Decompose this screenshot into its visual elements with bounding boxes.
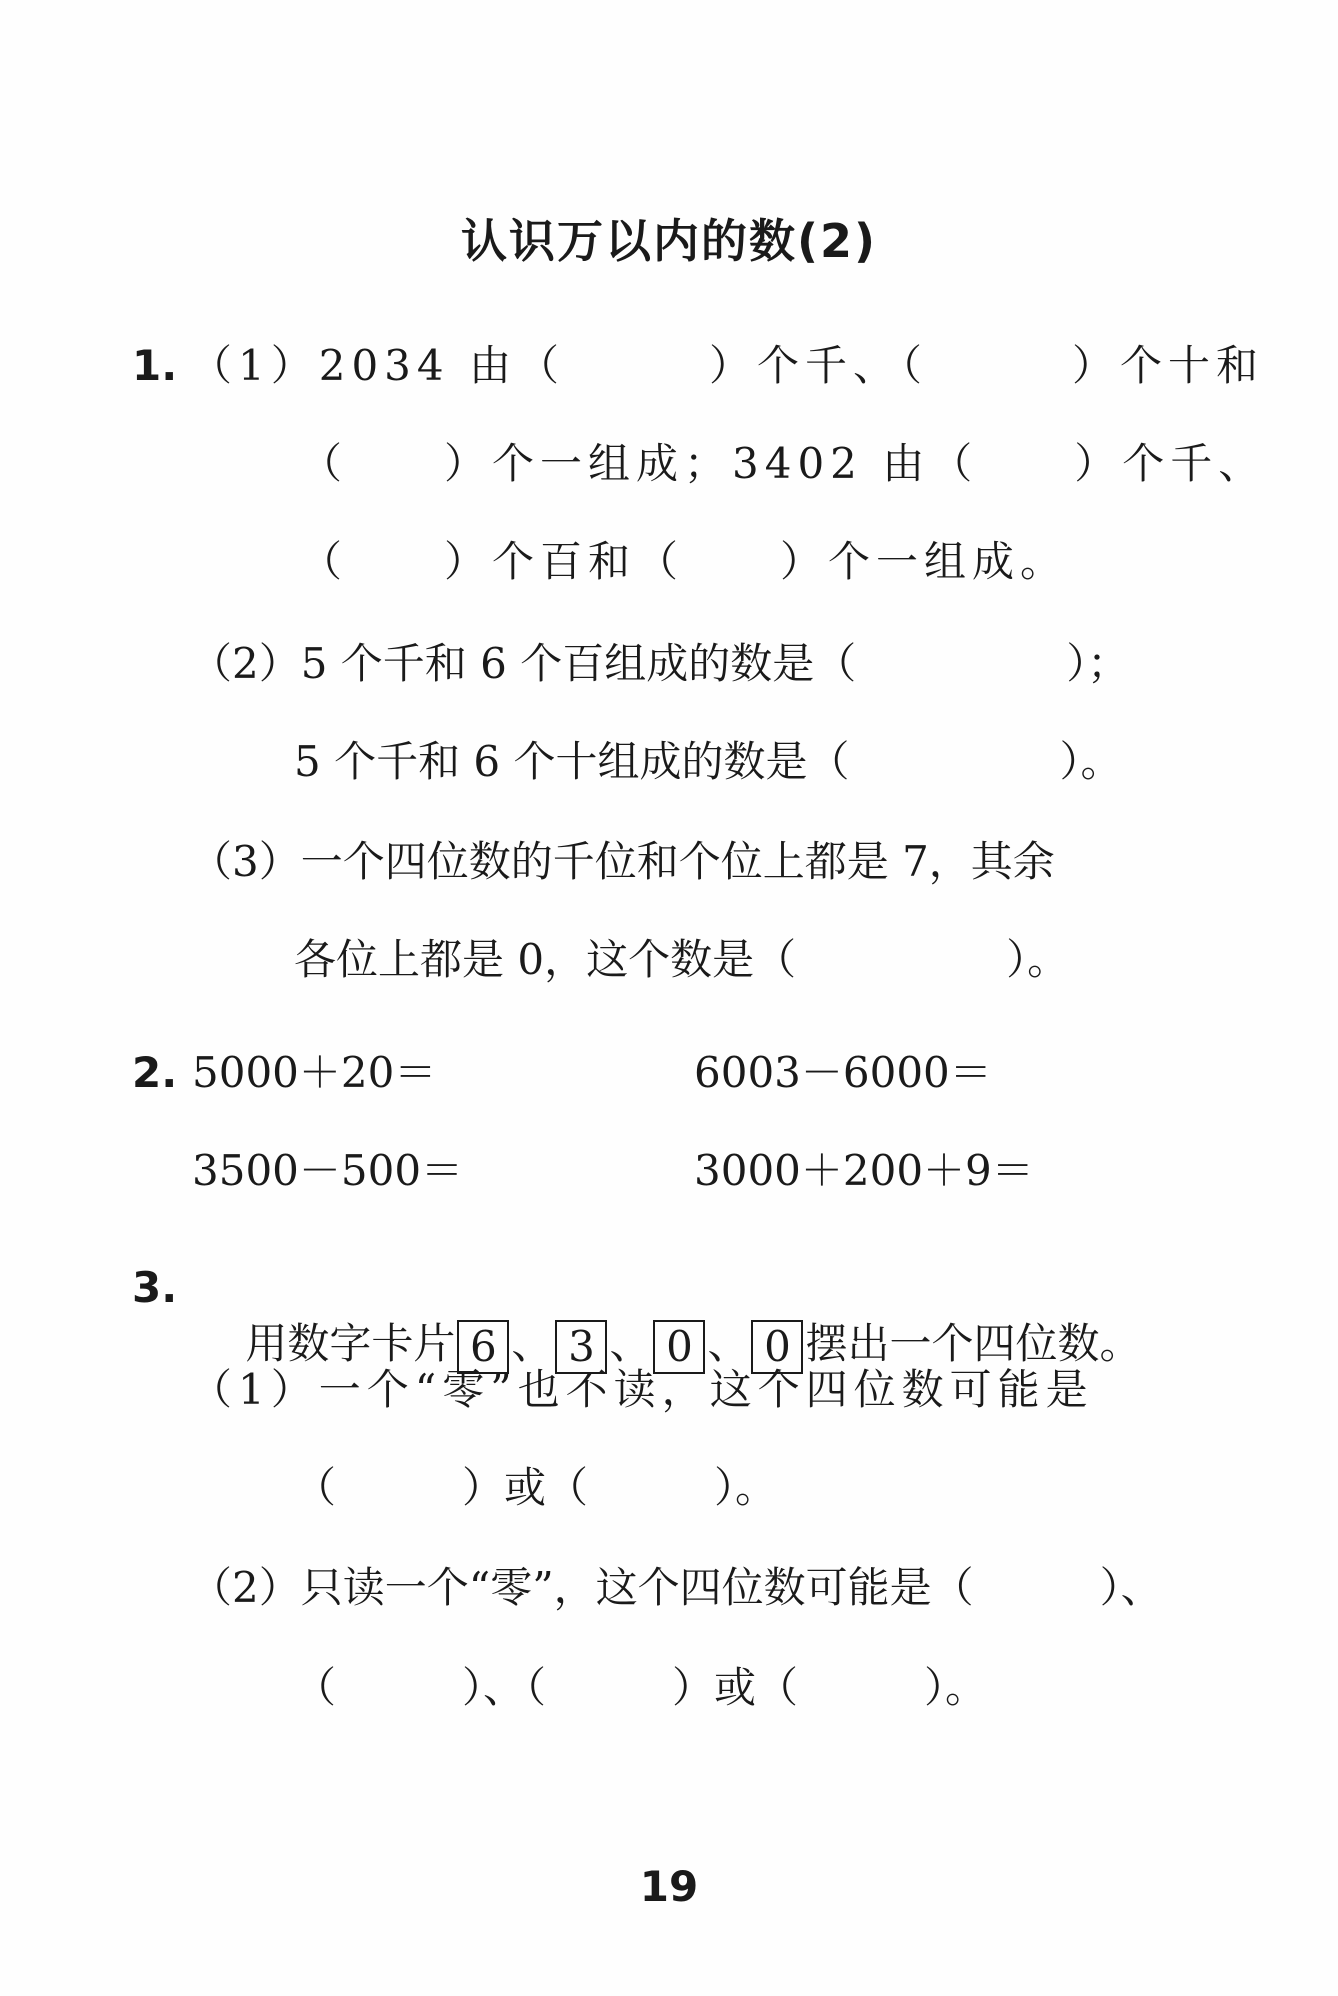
q2-expression-b: 6003－6000＝ bbox=[694, 1048, 992, 1097]
q2-expression-a: 5000＋20＝ bbox=[192, 1048, 437, 1097]
q1-part2-line1: （2）5 个千和 6 个百组成的数是（ ）； bbox=[190, 639, 1130, 688]
q1-part2-line2: 5 个千和 6 个十组成的数是（ ）。 bbox=[294, 737, 1123, 786]
question-3-number: 3. bbox=[132, 1263, 178, 1312]
q1-part1-line2: （ ）个一组成；3402 由（ ）个千、 bbox=[300, 439, 1267, 488]
digit-card-3: 3 bbox=[555, 1320, 607, 1374]
card-separator: 、 bbox=[707, 1319, 750, 1368]
q2-expression-c: 3500－500＝ bbox=[192, 1146, 464, 1195]
page-number: 19 bbox=[639, 1862, 699, 1911]
card-separator: 、 bbox=[609, 1319, 652, 1368]
q3-part1-line2: （ ）或（ ）。 bbox=[294, 1463, 778, 1512]
card-separator: 、 bbox=[511, 1319, 554, 1368]
q2-expression-d: 3000＋200＋9＝ bbox=[694, 1146, 1034, 1195]
q3-intro-suffix: 摆出一个四位数。 bbox=[805, 1319, 1142, 1368]
digit-card-0-second: 0 bbox=[751, 1320, 803, 1374]
q1-part1-line3: （ ）个百和（ ）个一组成。 bbox=[300, 537, 1069, 586]
q3-intro-prefix: 用数字卡片 bbox=[245, 1319, 456, 1368]
question-2-number: 2. bbox=[132, 1048, 178, 1097]
q3-part1-line1: （1）一个“零”也不读，这个四位数可能是 bbox=[190, 1365, 1094, 1414]
page-title: 认识万以内的数(2) bbox=[460, 214, 878, 268]
q3-part2-line1: （2）只读一个“零”，这个四位数可能是（ ）、 bbox=[190, 1563, 1163, 1612]
q1-part3-line1: （3）一个四位数的千位和个位上都是 7，其余 bbox=[190, 837, 1055, 886]
digit-card-0-first: 0 bbox=[653, 1320, 705, 1374]
question-1-number: 1. bbox=[132, 341, 178, 390]
q1-part3-line2: 各位上都是 0，这个数是（ ）。 bbox=[294, 935, 1070, 984]
digit-card-6: 6 bbox=[457, 1320, 509, 1374]
q3-part2-line2: （ ）、（ ）或（ ）。 bbox=[294, 1663, 988, 1712]
q1-part1-line1: （1）2034 由（ ）个千、（ ）个十和 bbox=[190, 341, 1264, 390]
